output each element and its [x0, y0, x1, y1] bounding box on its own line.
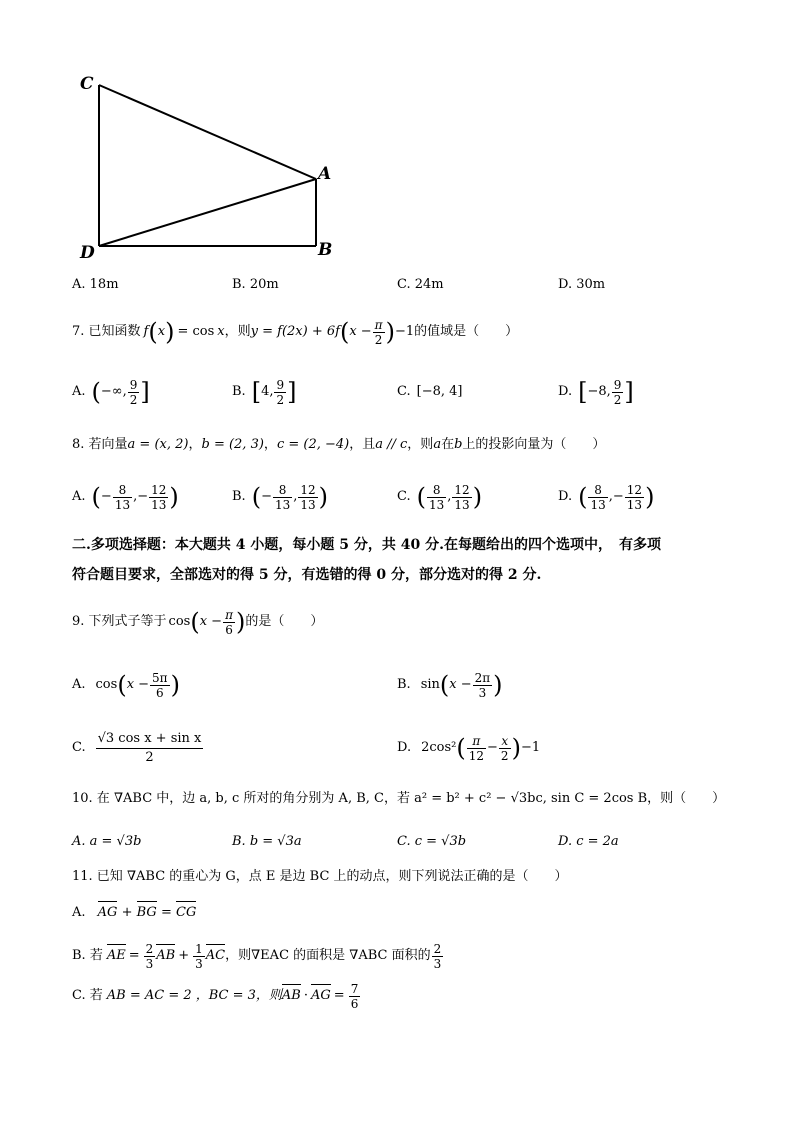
q9-stem	[72, 602, 323, 642]
q7-option-a	[72, 372, 150, 412]
q7-c-value: [−8, 4]	[416, 384, 463, 399]
q8-tail: 上的投影向量为（ ）	[462, 437, 606, 452]
bracket-open: [	[251, 378, 262, 406]
q6-option-c: C. 24m	[397, 277, 444, 292]
frac-num: 12	[454, 482, 470, 497]
q7-b-left: 4,	[261, 384, 274, 399]
option-label: A.	[72, 384, 86, 399]
frac-den: 2	[129, 392, 138, 407]
paren-close: )	[645, 483, 655, 511]
tail: ，则∇EAC 的面积是 ∇ABC 面积的	[225, 948, 431, 963]
var: x −	[126, 677, 150, 692]
q7-f: f	[143, 324, 149, 339]
q7-option-b	[232, 372, 296, 412]
plus: +	[178, 948, 190, 963]
paren-open: (	[117, 671, 127, 699]
frac-num: 2	[145, 941, 154, 956]
frac-2	[452, 483, 471, 512]
paren-open: (	[339, 318, 350, 346]
paren-open: (	[251, 483, 262, 511]
option-label: A.	[72, 905, 86, 920]
paren-close: )	[385, 318, 395, 346]
q8-option-b	[232, 476, 328, 518]
vector: BG	[136, 905, 157, 920]
sign: −	[100, 489, 112, 504]
frac-num: 9	[613, 377, 622, 392]
paren-open: (	[91, 483, 101, 511]
sep: ,−	[608, 489, 624, 504]
q8-parallel: a // c	[375, 437, 408, 452]
q6-option-b: B. 20m	[232, 277, 279, 292]
frac-num: 2	[433, 941, 442, 956]
equals: =	[128, 948, 140, 963]
frac-den: 2	[145, 749, 154, 765]
q10-option-d: D. c = 2a	[558, 834, 619, 849]
frac	[193, 942, 205, 971]
q7-cos: = cos	[177, 324, 215, 339]
q7-a-frac	[128, 378, 140, 407]
q6-option-d: D. 30m	[558, 277, 606, 292]
equals: =	[160, 905, 172, 920]
paren-close: )	[511, 734, 521, 762]
paren-open: (	[190, 608, 200, 636]
frac-num: √3 cos x + sin x	[96, 730, 204, 749]
section2-line1: 二.多项选择题：本大题共 4 小题，每小题 5 分，共 40 分.在每题给出的四个选项中， 有多项	[72, 537, 661, 553]
frac-2	[625, 483, 644, 512]
frac-den: 6	[155, 685, 164, 700]
label-C: C	[80, 74, 94, 94]
frac-den: 13	[151, 497, 167, 512]
frac-2	[499, 734, 511, 763]
frac-num: 9	[276, 377, 285, 392]
frac-den: 13	[429, 497, 445, 512]
frac-den: 13	[454, 497, 470, 512]
frac-num: 8	[427, 483, 446, 498]
q7-d-left: −8,	[587, 384, 611, 399]
frac-1	[427, 483, 446, 512]
paren-open: (	[456, 734, 466, 762]
vector: AG	[97, 905, 118, 920]
vector: AE	[106, 948, 126, 963]
frac-den: 13	[300, 497, 316, 512]
tail: −1	[520, 740, 541, 755]
frac-num: 12	[300, 482, 316, 497]
frac-den: 13	[114, 497, 131, 512]
frac-num: 9	[129, 377, 138, 392]
q9-option-a	[72, 664, 180, 706]
option-label: C. 若	[72, 988, 103, 1003]
segment-CA	[99, 85, 316, 179]
option-label: C.	[72, 740, 86, 755]
option-label: C.	[397, 489, 411, 504]
paren-open: (	[416, 483, 426, 511]
option-label: C.	[397, 384, 411, 399]
q7-number: 7. 已知函数	[72, 324, 141, 339]
q8-a-def: a = (x, 2)	[127, 437, 189, 452]
paren-close: )	[493, 671, 503, 699]
q11-stem: 11. 已知 ∇ABC 的重心为 G，点 E 是边 BC 上的动点，则下列说法正确的是（ ）	[72, 869, 568, 884]
q11-option-c	[72, 976, 361, 1016]
var: x −	[449, 677, 472, 692]
vector: AC	[205, 948, 226, 963]
plus: +	[121, 905, 133, 920]
fn: 2cos²	[421, 740, 457, 755]
option-label: B.	[232, 489, 246, 504]
q9-option-b	[397, 664, 503, 706]
paren-open: (	[439, 671, 450, 699]
minus: −	[487, 740, 498, 755]
bracket-close: ]	[140, 378, 150, 406]
frac	[432, 942, 444, 971]
fn: sin	[420, 677, 440, 692]
q7-inner-x: x −	[349, 324, 372, 339]
frac-den: 2	[613, 392, 622, 407]
label-A: A	[318, 164, 332, 184]
frac-2	[149, 483, 168, 512]
frac-2	[298, 483, 317, 512]
option-label: B.	[397, 677, 411, 692]
frac	[473, 671, 493, 700]
frac-1	[273, 483, 292, 512]
frac-1	[113, 483, 132, 512]
triangle-figure	[70, 65, 350, 270]
q7-d-frac	[612, 378, 624, 407]
paren-close: )	[472, 483, 483, 511]
bracket-close: ]	[624, 378, 634, 406]
label-B: B	[318, 240, 333, 260]
q7-tail: 的值域是（ ）	[414, 324, 519, 339]
q10-option-a: A. a = √3b	[72, 834, 142, 849]
q7-b-frac	[274, 378, 286, 407]
q8-c-def: c = (2, −4)	[276, 437, 350, 452]
frac-den: 12	[468, 748, 485, 763]
vector: AB	[156, 948, 176, 963]
frac-den: 6	[225, 622, 233, 637]
vector: CG	[176, 905, 197, 920]
q8-cond: ，且	[349, 437, 376, 452]
option-label: B. 若	[72, 948, 103, 963]
frac-num: 1	[195, 941, 203, 956]
q8-number: 8. 若向量	[72, 437, 128, 452]
q9-cos: cos	[168, 614, 191, 629]
q7-stem	[72, 312, 518, 352]
option-label: A.	[72, 677, 86, 692]
frac-num: 8	[273, 483, 292, 498]
q8-vec-a: a	[433, 437, 442, 452]
option-label: D.	[558, 489, 573, 504]
paren-close: )	[170, 671, 180, 699]
frac-num: π	[225, 607, 233, 622]
option-label: D.	[397, 740, 412, 755]
q10-option-c: C. c = √3b	[397, 834, 467, 849]
q11-option-a	[72, 904, 196, 922]
segment-DA	[99, 179, 316, 246]
paren-open: (	[91, 378, 101, 406]
q7-minus1: −1	[394, 324, 415, 339]
frac-num: x	[499, 734, 511, 749]
q8-b-def: b = (2, 3)	[201, 437, 264, 452]
paren-close: )	[318, 483, 329, 511]
paren-close: )	[235, 608, 246, 636]
q7-a-left: −∞,	[100, 384, 127, 399]
bracket-close: ]	[287, 378, 297, 406]
frac-num: 12	[151, 482, 167, 497]
dot: ·	[303, 988, 309, 1003]
frac-num: 5π	[152, 670, 168, 685]
frac-den: 3	[433, 956, 442, 971]
frac-num: 8	[588, 483, 607, 498]
frac-num: π	[467, 734, 486, 749]
frac-num: 7	[350, 981, 359, 996]
q9-option-c	[72, 726, 204, 770]
q9-option-d	[397, 726, 540, 770]
frac-den: 3	[478, 685, 487, 700]
frac-num: 2π	[474, 670, 491, 685]
q8-option-a	[72, 476, 179, 518]
q9-x: x −	[199, 614, 223, 629]
q8-vec-b: b	[454, 437, 463, 452]
q8-on: 在	[441, 437, 455, 452]
q9-tail: 的是（ ）	[245, 614, 324, 629]
frac-den: 3	[195, 956, 203, 971]
frac-den: 2	[374, 332, 383, 347]
q7-then: ，则	[224, 324, 251, 339]
q8-stem: 8. 若向量a = (x, 2)，b = (2, 3)，c = (2, −4)，且a // c，则a在b上的投影向量为（ ）	[72, 437, 606, 452]
q10-option-b: B. b = √3a	[232, 834, 302, 849]
equals: =	[333, 988, 345, 1003]
q7-expr: y = f(2x) + 6f	[250, 324, 340, 339]
frac	[150, 671, 170, 700]
label-D: D	[80, 243, 95, 263]
frac-den: 2	[276, 392, 285, 407]
q7-x: x	[157, 324, 166, 339]
q6-option-a: A. 18m	[72, 277, 119, 292]
paren-close: )	[169, 483, 179, 511]
paren-open: (	[148, 318, 158, 346]
vector: AG	[311, 988, 331, 1003]
sign: −	[261, 489, 272, 504]
option-label: A.	[72, 489, 86, 504]
frac-num: 12	[626, 482, 643, 497]
frac-den: 2	[500, 748, 509, 763]
frac-num: 8	[113, 483, 132, 498]
q9-frac	[223, 608, 235, 637]
option-label: B.	[232, 384, 246, 399]
q7-frac	[373, 318, 385, 347]
sep: ,	[447, 489, 452, 504]
q7-option-d	[558, 372, 634, 412]
frac	[349, 982, 361, 1011]
q7-option-c	[397, 372, 462, 412]
paren-open: (	[578, 483, 588, 511]
q7-cosx: x	[217, 324, 225, 339]
condition: AB = AC = 2 ，BC = 3，则	[106, 988, 282, 1003]
fn: cos	[95, 677, 118, 692]
frac-num: π	[374, 317, 383, 332]
q8-option-c	[397, 476, 482, 518]
sep: ,−	[133, 489, 149, 504]
q10-stem: 10. 在 ∇ABC 中，边 a, b, c 所对的角分别为 A, B, C，若 a² = b² + c² − √3bc, sin C = 2cos B，则（ ）	[72, 791, 726, 806]
vector: AB	[281, 988, 301, 1003]
q11-option-b	[72, 936, 444, 976]
bracket-open: [	[578, 378, 588, 406]
frac-1	[467, 734, 486, 763]
frac-den: 13	[590, 497, 606, 512]
frac-den: 13	[274, 497, 291, 512]
sep: ,	[293, 489, 298, 504]
frac-1	[588, 483, 607, 512]
option-label: D.	[558, 384, 573, 399]
q8-option-d	[558, 476, 654, 518]
q9-number: 9. 下列式子等于	[72, 614, 167, 629]
frac-den: 6	[350, 996, 359, 1011]
paren-close: )	[165, 318, 175, 346]
section2-line2: 符合题目要求，全部选对的得 5 分，有选错的得 0 分，部分选对的得 2 分.	[72, 567, 542, 583]
frac-den: 3	[145, 956, 154, 971]
frac-den: 13	[626, 497, 643, 512]
q8-then: ，则	[407, 437, 434, 452]
frac	[96, 730, 204, 767]
frac	[144, 942, 156, 971]
